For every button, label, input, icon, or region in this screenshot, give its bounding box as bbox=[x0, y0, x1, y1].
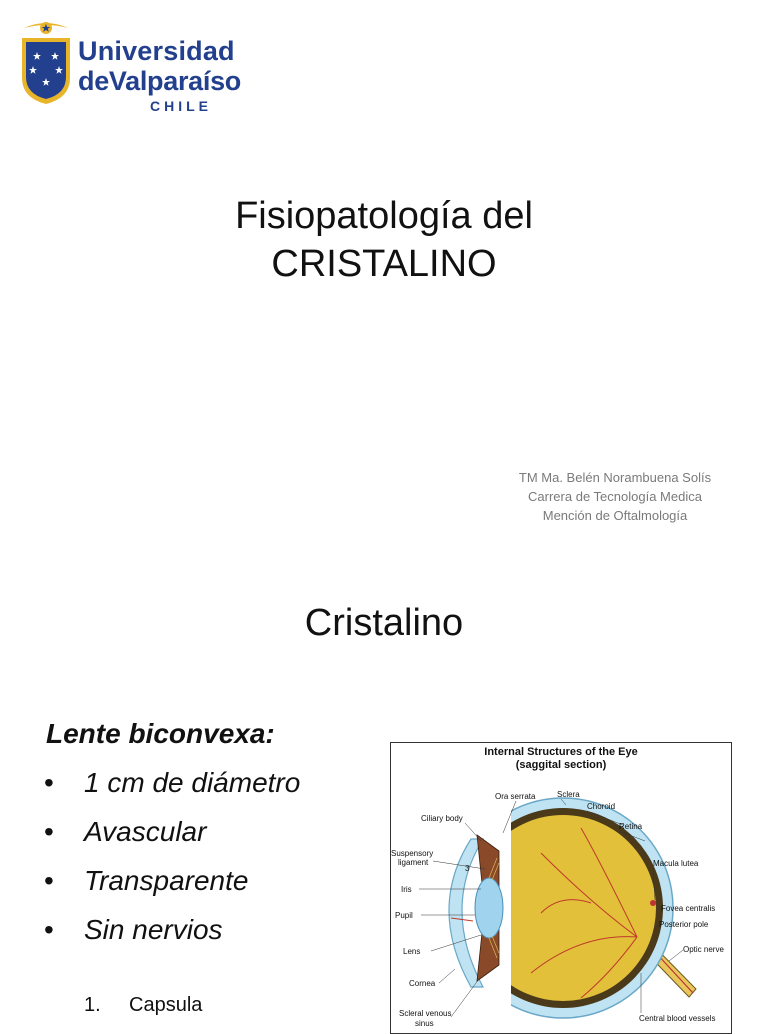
bullet-marker: • bbox=[44, 865, 54, 896]
lens-shape bbox=[475, 878, 503, 938]
bullet-text: Sin nervios bbox=[84, 914, 223, 945]
university-logo bbox=[20, 20, 241, 116]
slide-title: Cristalino bbox=[304, 602, 464, 644]
content-slide bbox=[0, 580, 768, 1028]
label-posterior-pole: Posterior pole bbox=[659, 920, 709, 929]
label-retina: Retina bbox=[619, 822, 643, 831]
numbered-list bbox=[84, 994, 202, 1017]
list-item bbox=[44, 913, 300, 962]
author-program: Carrera de Tecnología Medica bbox=[528, 489, 702, 504]
label-iris: Iris bbox=[401, 885, 412, 894]
bullet-list bbox=[44, 766, 300, 962]
logo-line3: CHILE bbox=[150, 98, 212, 114]
label-ciliary-body: Ciliary body bbox=[421, 814, 463, 823]
university-wordmark bbox=[78, 38, 241, 113]
label-pupil: Pupil bbox=[395, 911, 413, 920]
label-fovea-centralis: Fovea centralis bbox=[661, 904, 716, 913]
label-lens: Lens bbox=[403, 947, 421, 956]
numbered-item-text: Capsula bbox=[129, 994, 203, 1016]
figure-title: Internal Structures of the Eye bbox=[484, 746, 638, 758]
label-central-vessels: Central blood vessels bbox=[639, 1014, 716, 1023]
author-name: TM Ma. Belén Norambuena Solís bbox=[518, 470, 712, 485]
label-ligament: ligament bbox=[398, 858, 429, 867]
bullet-marker: • bbox=[44, 816, 54, 847]
label-macula-lutea: Macula lutea bbox=[653, 859, 699, 868]
fovea-marker bbox=[650, 900, 656, 906]
section-heading: Lente biconvexa: bbox=[46, 718, 275, 749]
bullet-marker: • bbox=[44, 767, 54, 798]
label-suspensory: Suspensory bbox=[391, 849, 434, 858]
logo-line1: Universidad bbox=[78, 36, 235, 66]
author-specialty: Mención de Oftalmología bbox=[542, 508, 688, 523]
eye-anatomy-figure bbox=[390, 742, 732, 1034]
bullet-marker: • bbox=[44, 914, 54, 945]
label-cornea: Cornea bbox=[409, 979, 436, 988]
label-choroid: Choroid bbox=[587, 802, 616, 811]
logo-line2: deValparaíso bbox=[78, 66, 241, 96]
bullet-text: 1 cm de diámetro bbox=[84, 767, 301, 798]
bullet-text: Avascular bbox=[84, 816, 207, 847]
title-line2: CRISTALINO bbox=[271, 243, 497, 285]
title-line1: Fisiopatología del bbox=[235, 195, 533, 237]
bullet-text: Transparente bbox=[84, 865, 249, 896]
list-item bbox=[44, 815, 300, 864]
eye-diagram bbox=[391, 743, 731, 1033]
label-optic-nerve: Optic nerve bbox=[683, 945, 724, 954]
label-sclera: Sclera bbox=[557, 790, 580, 799]
label-ora-serrata: Ora serrata bbox=[495, 792, 536, 801]
university-shield-icon bbox=[20, 20, 72, 106]
label-marker-3: 3 bbox=[465, 864, 470, 873]
figure-subtitle: (saggital section) bbox=[515, 759, 607, 771]
label-sinus: sinus bbox=[415, 1019, 434, 1028]
list-number: 1. bbox=[84, 994, 101, 1016]
label-scleral-venous: Scleral venous bbox=[399, 1009, 452, 1018]
list-item bbox=[44, 864, 300, 913]
list-item bbox=[44, 766, 300, 815]
author-block bbox=[480, 468, 750, 525]
presentation-title bbox=[84, 192, 684, 288]
